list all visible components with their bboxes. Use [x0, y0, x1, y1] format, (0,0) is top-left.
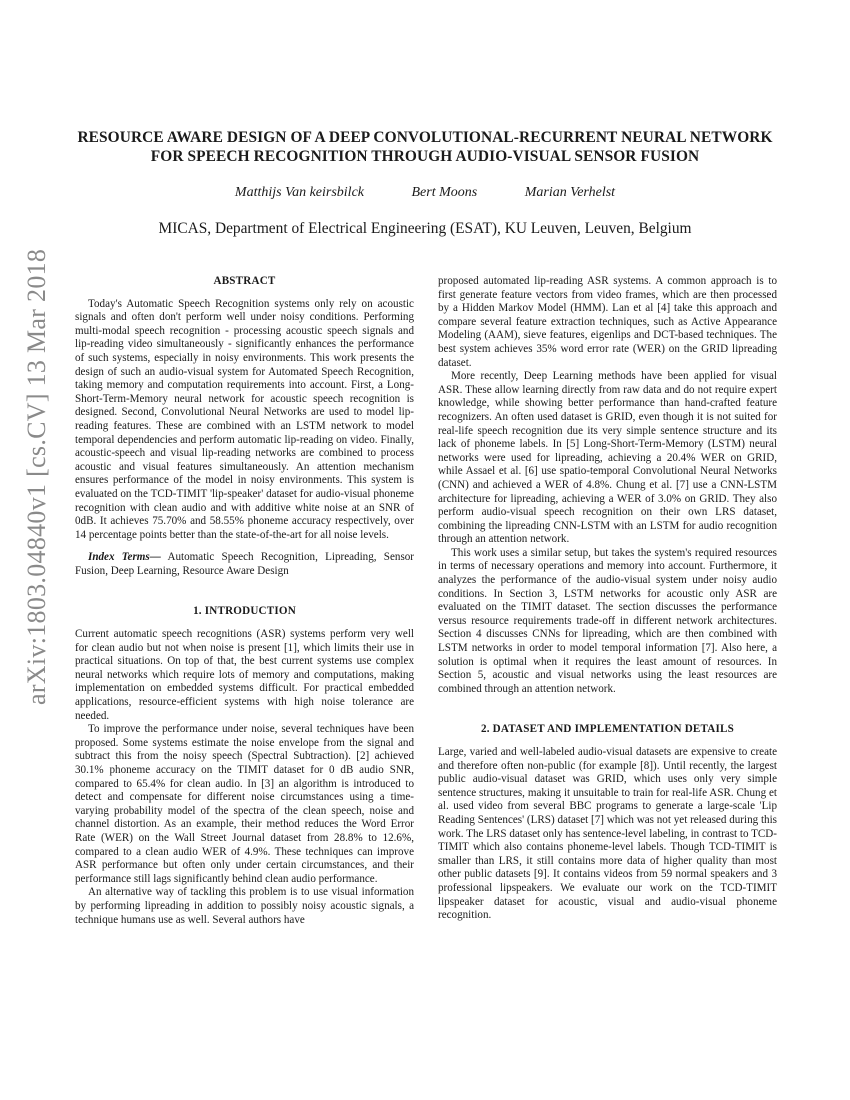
paragraph: More recently, Deep Learning methods have been applied for visual ASR. These allow learning directly from raw data and do not require expert knowledge, while showing better performance than hand-crafted feature recognizers. An often used dataset is GRID, even though it is not suited for real-life speech recognition due its very simple sentence structure and its lack of phoneme labels. In [5] Long-Short-Term-Memory (LSTM) neural networks were used for lipreading, achieving a 20.4% WER on GRID, while Assael et al. [6] use spatio-temporal Convolutional Neural Networks (CNN) and achieved a WER of 4.8%. Chung et al. [7] use a CNN-LSTM architecture for lipreading, achieving a WER of 3.0% on GRID. They also perform audio-visual speech recognition on their own LRS dataset, combining the lipreading CNN-LSTM with an LSTM for audio recognition through an attention network.	[438, 370, 777, 546]
section-heading: 2. DATASET AND IMPLEMENTATION DETAILS	[480, 723, 735, 736]
author-list	[60, 185, 790, 201]
affiliation: MICAS, Department of Electrical Engineering (ESAT), KU Leuven, Leuven, Belgium	[158, 220, 692, 237]
abstract-text: Today's Automatic Speech Recognition systems only rely on acoustic signals and often don't perform well under noisy conditions. Performing multi-modal speech recognition - processing acoustic speech signals and lip-reading video simultaneously - significantly enhances the performance of such systems, especially in noisy environments. This work presents the design of such an audio-visual system for Automated Speech Recognition, taking memory and computation requirements into account. First, a Long-Short-Term-Memory neural network for acoustic speech recognition is designed. Second, Convolutional Neural Networks are used to model lip-reading features. These are combined with an LSTM network to model temporal dependencies and perform automatic lip-reading on video. Finally, acoustic-speech and visual lip-reading networks are combined to process acoustic and visual features simultaneously. An attention mechanism ensures performance of the model in noisy environments. This system is evaluated on the TCD-TIMIT 'lip-speaker' dataset for audio-visual phoneme recognition with clean audio and with additive white noise at an SNR of 0dB. It achieves 75.70% and 58.55% phoneme accuracy respectively, over 14 percentage points better than the state-of-the-art for all noise levels.	[75, 297, 414, 541]
paragraph: An alternative way of tackling this problem is to use visual information by performing lipreading in addition to possibly noisy acoustic signals, a technique humans use as well. Several authors have	[75, 886, 414, 926]
index-terms	[75, 551, 414, 578]
author-name: Marian Verhelst	[524, 185, 616, 200]
abstract-heading: ABSTRACT	[213, 275, 276, 287]
author-name: Matthijs Van keirsbilck	[234, 185, 364, 200]
introduction-heading: 1. INTRODUCTION	[193, 605, 296, 618]
index-terms-text: Automatic Speech Recognition, Lipreading, Sensor Fusion, Deep Learning, Resource Aware Design	[75, 551, 414, 577]
arxiv-identifier: arXiv:1803.04840v1 [cs.CV] 13 Mar 2018	[22, 248, 51, 705]
left-column	[75, 275, 414, 927]
paragraph: This work uses a similar setup, but takes the system's required resources in terms of necessary operations and memory into account. Furthermore, it analyzes the performance of the audio-visual system under noisy audio conditions. In Section 3, LSTM networks for acoustic only ASR are evaluated on the TIMIT dataset. The section discusses the performance versus resource requirements trade-off in different network architectures. Section 4 discusses CNNs for lipreading, which are then combined with LSTM networks in order to model temporal information [7]. Also here, a solution is optimal when it requires the least amount of resources. In Section 5, acoustic and visual networks using the least resources are combined through an attention network.	[438, 546, 777, 695]
paragraph: Current automatic speech recognitions (ASR) systems perform very well for clean audio but not when noise is present [1], which limits their use in practical situations. On top of that, the best current systems use complex neural networks which require lots of memory and computations, making implementation on embedded systems difficult. For practical embedded applications, resource-efficient systems with high noise tolerance are needed.	[75, 628, 414, 722]
author-name: Bert Moons	[411, 185, 478, 200]
paragraph: proposed automated lip-reading ASR systems. A common approach is to first generate feature vectors from video frames, which are then processed by a Hidden Markov Model (HMM). Lan et al [4] take this approach and compare several feature extraction techniques, such as Active Appearance Modeling (AAM), sieve features, eigenlips and DCT-based techniques. The best system achieves 35% word error rate (WER) on the GRID lipreading dataset.	[438, 275, 777, 369]
paragraph: Large, varied and well-labeled audio-visual datasets are expensive to create and therefore often non-public (for example [8]). Until recently, the largest public audio-visual dataset was GRID, which uses only very simple sentence structures, making it unsuitable to train for real-life ASR. Chung et al. used video from several BBC programs to generate a large-scale 'Lip Reading Sentences' (LRS) dataset [7] which was not yet released during this work. The LRS dataset only has sentence-level labeling, in contrast to TCD-TIMIT which also contains phoneme-level labels. Though TCD-TIMIT is smaller than LRS, it still contains more data of higher quality than most other public datasets [9]. It contains videos from 59 normal speakers and 3 professional lipspeakers. We evaluate our work on the TCD-TIMIT lipspeaker dataset for acoustic, visual and audio-visual phoneme recognition.	[438, 746, 777, 922]
right-column	[438, 275, 777, 923]
paper-title: RESOURCE AWARE DESIGN OF A DEEP CONVOLUTIONAL-RECURRENT NEURAL NETWORK FOR SPEECH RECOGNITION THROUGH AUDIO-VISUAL SENSOR FUSION	[77, 129, 773, 165]
index-terms-label: Index Terms—	[88, 551, 161, 564]
paragraph: To improve the performance under noise, several techniques have been proposed. Some systems estimate the noise envelope from the signal and subtract this from the noisy speech (Spectral Subtraction). [2] achieved 30.1% phoneme accuracy on the TIMIT dataset for 0 dB audio SNR, compared to 65.4% for clean audio. In [3] an algorithm is introduced to detect and compensate for different noise circumstances using a time-varying probability model of the spectra of the clean speech, noise and channel distortion. As an example, their method reduces the Word Error Rate (WER) on the Wall Street Journal dataset from 28.8% to 12.6%, compared to a clean audio WER of 4.9%. These techniques can improve ASR performance but often only under certain circumstances, and their performance still lags significantly behind clean audio performance.	[75, 723, 414, 885]
